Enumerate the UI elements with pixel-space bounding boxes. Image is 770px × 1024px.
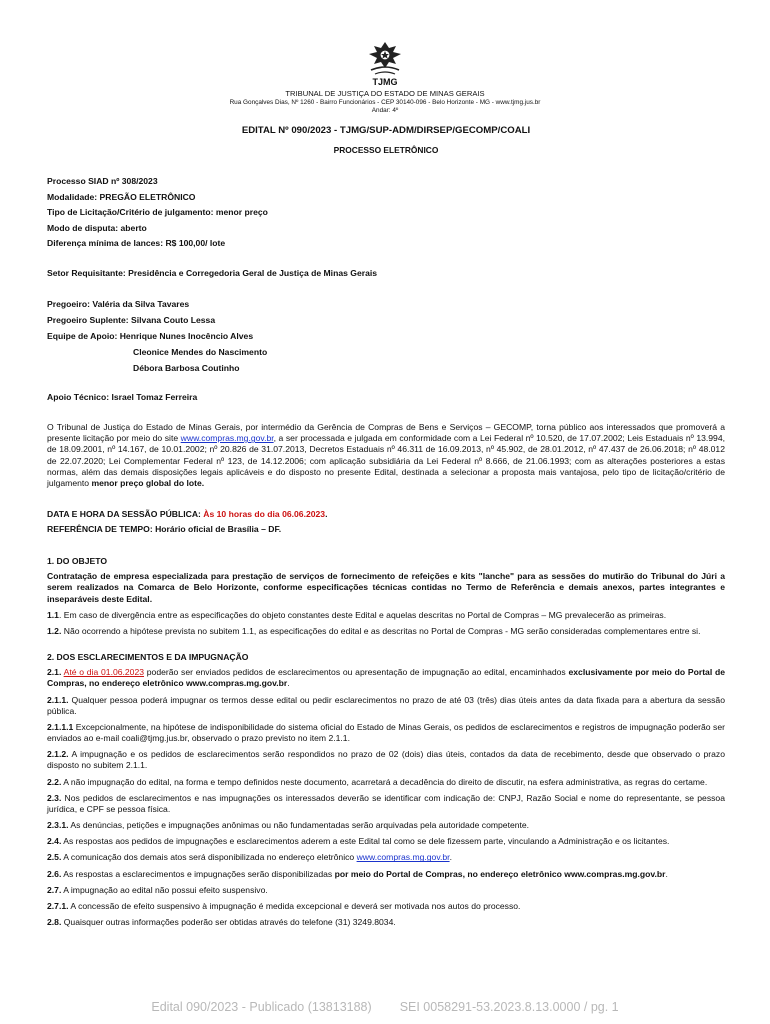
page-footer-watermark bbox=[0, 999, 770, 1015]
substitute-auctioneer: Pregoeiro Suplente: Silvana Couto Lessa bbox=[47, 315, 216, 325]
session-period: . bbox=[325, 509, 328, 519]
object-text: Contratação de empresa especializada para prestação de serviços de fornecimento de refeições e kits "lanche" para as sessões do mutirão do Tribunal do Júri a serem realizados na Comarca de Belo Horizonte, conforme especificações técnicas contidas no Termo de Referência e demais anexos, partes integrantes e inseparáveis deste Edital. bbox=[47, 571, 725, 604]
clause-text: A não impugnação do edital, na forma e tempo definidos neste documento, acarretará a decadência do direito de discutir, na esfera administrativa, as regras do certame. bbox=[61, 776, 708, 787]
document-body bbox=[47, 556, 725, 933]
session-info bbox=[47, 509, 725, 539]
clause-text: Quaisquer outras informações poderão ser obtidas através do telefone (31) 3249.8034. bbox=[61, 917, 396, 928]
sei-page-reference: SEI 0058291-53.2023.8.13.0000 / pg. 1 bbox=[399, 1000, 619, 1014]
support-team-member: Cleonice Mendes do Nascimento bbox=[133, 347, 268, 357]
clause-2-3 bbox=[47, 793, 725, 815]
clause-number: 2.2. bbox=[47, 776, 62, 787]
clause-number: 2.1.2. bbox=[47, 749, 69, 760]
clause-2-7-1 bbox=[47, 901, 725, 912]
clause-number: 2.7.1. bbox=[47, 900, 69, 911]
clause-text: As denúncias, petições e impugnações anônimas ou não fundamentadas serão arquivadas pela autoridade competente. bbox=[68, 820, 530, 831]
court-floor: Andar: 4º bbox=[371, 106, 399, 114]
clause-text: . bbox=[449, 852, 452, 863]
clause-number: 2.3. bbox=[47, 792, 62, 803]
clause-2-2 bbox=[47, 777, 725, 788]
clause-2-1-1 bbox=[47, 695, 725, 717]
clause-text: Nos pedidos de esclarecimentos e nas impugnações os interessados deverão se identificar com indicação de: CNPJ, Razão Social e nome do representante, se pessoa jurídica, e CPF se pessoa física. bbox=[47, 792, 725, 814]
clause-1-2 bbox=[47, 626, 725, 637]
clause-number: 2.8. bbox=[47, 917, 62, 928]
compras-link[interactable]: www.compras.mg.gov.br bbox=[356, 852, 450, 863]
session-label: DATA E HORA DA SESSÃO PÚBLICA: bbox=[47, 509, 204, 519]
clause-2-1-1-1 bbox=[47, 722, 725, 744]
clause-number: 2.6. bbox=[47, 868, 62, 879]
clause-2-7 bbox=[47, 885, 725, 896]
session-date: Às 10 horas do dia 06.06.2023 bbox=[203, 509, 326, 519]
clause-emphasis: por meio do Portal de Compras, no endereço eletrônico www.compras.mg.gov.br bbox=[334, 868, 666, 879]
technical-support: Apoio Técnico: Israel Tomaz Ferreira bbox=[47, 392, 198, 402]
requesting-sector: Setor Requisitante: Presidência e Corregedoria Geral de Justiça de Minas Gerais bbox=[47, 268, 378, 278]
auction-team bbox=[47, 299, 725, 379]
intro-text: O Tribunal de Justiça do Estado de Minas Gerais, por intermédio da Gerência de Compras de Bens e Serviços – GECOMP, torna público aos interessados que promoverá a presente licitação por meio do site bbox=[47, 422, 725, 444]
clause-number: 2.7. bbox=[47, 884, 62, 895]
minimum-bid-difference: Diferença mínima de lances: R$ 100,00/ lote bbox=[47, 238, 226, 249]
court-name: TRIBUNAL DE JUSTIÇA DO ESTADO DE MINAS GERAIS bbox=[285, 88, 485, 98]
clause-text: Não ocorrendo a hipótese prevista no subitem 1.1, as especificações do edital e as descritas no Portal de Compras - MG serão consideradas complementares entre si. bbox=[61, 625, 701, 636]
clause-text: A concessão de efeito suspensivo à impugnação é medida excepcional e deverá ser motivada nos autos do processo. bbox=[68, 900, 521, 911]
dispute-mode: Modo de disputa: aberto bbox=[47, 222, 147, 233]
clause-number: 1.1 bbox=[47, 609, 59, 620]
coat-of-arms-icon bbox=[363, 40, 407, 78]
clause-2-1-2 bbox=[47, 749, 725, 771]
court-address: Rua Gonçalves Dias, Nº 1260 - Bairro Funcionários - CEP 30140-096 - Belo Horizonte - MG - www.tjmg.jus.br bbox=[229, 98, 541, 106]
clause-number: 2.1.1. bbox=[47, 694, 69, 705]
document-title: EDITAL Nº 090/2023 - TJMG/SUP-ADM/DIRSEP/GECOMP/COALI bbox=[241, 125, 531, 136]
clause-number: 2.1.1.1 bbox=[47, 721, 74, 732]
letterhead bbox=[0, 40, 770, 115]
clause-text: A impugnação ao edital não possui efeito suspensivo. bbox=[61, 884, 268, 895]
intro-paragraph bbox=[47, 422, 725, 489]
clause-text: . bbox=[665, 868, 668, 879]
clause-1-1 bbox=[47, 610, 725, 621]
clause-number: 2.5. bbox=[47, 852, 62, 863]
process-number: Processo SIAD nº 308/2023 bbox=[47, 176, 158, 186]
clause-2-4 bbox=[47, 836, 725, 847]
clause-2-1 bbox=[47, 667, 725, 689]
clause-text: poderão ser enviados pedidos de esclarecimentos ou apresentação de impugnação ao edital, encaminhados bbox=[144, 667, 569, 678]
section-heading-object: 1. DO OBJETO bbox=[47, 556, 108, 566]
intro-text: , a ser processada e julgada em conformidade com a Lei Federal nº 10.520, de 17.07.2002; Leis Estaduais nº 13.994, de 18.09.2001, nº 14.167, de 10.01.2002; nº 20.826 de 31.07.2013, Decretos Estaduais nº 46.311 de 16.09.2013, nº 45.902, de 28.01.2012, nº 47.437 de 26.06.2018; nº 48.012 de 22.07.2020; Lei Complementar Federal nº 123, de 14.12.2006; com aplicação subsidiária da Lei Federal nº 8.666, de 21.06.1993; com as alterações posteriores a estas normas, além das demais disposições legais aplicáveis e do disposto no presente Edital, destinada a selecionar a proposta mais vantajosa, pelo tipo de licitação/critério de julgamento bbox=[47, 433, 726, 488]
time-reference: REFERÊNCIA DE TEMPO: Horário oficial de Brasília – DF. bbox=[47, 524, 282, 534]
clause-text: Excepcionalmente, na hipótese de indisponibilidade do sistema oficial do Estado de Minas Gerais, os pedidos de esclarecimentos e registros de impugnação poderão ser enviados ao e-mail coali@tjmg.jus.br, observado o prazo previsto no item 2.1.1. bbox=[47, 721, 725, 744]
clause-2-3-1 bbox=[47, 820, 725, 831]
publication-stamp: Edital 090/2023 - Publicado (13813188) bbox=[151, 1000, 372, 1014]
support-team-member: Equipe de Apoio: Henrique Nunes Inocêncio Alves bbox=[47, 331, 254, 341]
clause-text: A impugnação e os pedidos de esclarecimentos serão respondidos no prazo de 02 (dois) dias úteis, contados da data de recebimento, desde que observado o prazo disposto no subitem 2.1.1. bbox=[47, 749, 725, 771]
modality: Modalidade: PREGÃO ELETRÔNICO bbox=[47, 191, 196, 202]
clause-text: . bbox=[287, 678, 290, 689]
clause-deadline: Até o dia 01.06.2023 bbox=[63, 667, 145, 678]
clause-number: 1.2. bbox=[47, 625, 62, 636]
clause-text: As respostas a esclarecimentos e impugnações serão disponibilizadas bbox=[61, 868, 335, 879]
clause-2-5 bbox=[47, 852, 725, 863]
document-subtitle: PROCESSO ELETRÔNICO bbox=[333, 145, 439, 155]
auctioneer: Pregoeiro: Valéria da Silva Tavares bbox=[47, 299, 190, 309]
process-metadata bbox=[47, 176, 725, 254]
clause-emphasis: exclusivamente por meio do Portal de Compras, no endereço eletrônico www.compras.mg.gov.br bbox=[47, 667, 726, 689]
clause-2-6 bbox=[47, 869, 725, 880]
support-team-member: Débora Barbosa Coutinho bbox=[133, 363, 240, 373]
clause-2-8 bbox=[47, 917, 725, 928]
judgment-criterion: Tipo de Licitação/Critério de julgamento: menor preço bbox=[47, 207, 268, 218]
compras-link[interactable]: www.compras.mg.gov.br bbox=[180, 433, 274, 444]
clause-text: Qualquer pessoa poderá impugnar os termos desse edital ou pedir esclarecimentos no prazo de até 03 (três) dias úteis antes da data fixada para a abertura da sessão pública. bbox=[47, 694, 725, 716]
session-datetime bbox=[47, 509, 725, 524]
section-heading-clarifications: 2. DOS ESCLARECIMENTOS E DA IMPUGNAÇÃO bbox=[47, 652, 249, 663]
court-abbreviation: TJMG bbox=[372, 77, 398, 87]
clause-text: As respostas aos pedidos de impugnações e esclarecimentos aderem a este Edital tal como se dele fizessem parte, vinculando a Administração e os licitantes. bbox=[61, 836, 670, 847]
clause-text: . Em caso de divergência entre as especificações do objeto constantes deste Edital e aquelas descritas no Portal de Compras – MG prevalecerão as primeiras. bbox=[58, 609, 667, 620]
clause-text: A comunicação dos demais atos será disponibilizada no endereço eletrônico bbox=[61, 852, 357, 863]
clause-number: 2.4. bbox=[47, 836, 62, 847]
intro-criterion: menor preço global do lote. bbox=[91, 477, 205, 488]
object-description bbox=[47, 571, 725, 605]
clause-number: 2.3.1. bbox=[47, 820, 69, 831]
clause-number: 2.1. bbox=[47, 667, 62, 678]
